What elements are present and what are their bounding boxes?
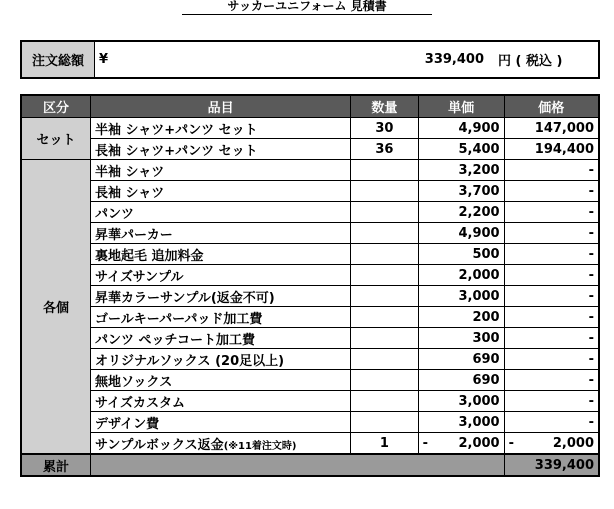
refund-price-value: 2,000	[552, 435, 594, 451]
item-price: -	[504, 202, 599, 223]
item-unit-price: 3,000	[418, 286, 504, 307]
item-unit-price: 2,000	[418, 265, 504, 286]
item-price: 147,000	[504, 118, 599, 139]
item-name: サイズサンプル	[90, 265, 350, 286]
item-unit-price	[418, 433, 504, 455]
item-price: -	[504, 265, 599, 286]
table-total-row	[21, 454, 599, 476]
item-name: 半袖 シャツ	[90, 160, 350, 181]
table-row	[21, 349, 599, 370]
item-price: -	[504, 391, 599, 412]
item-name: 半袖 シャツ+パンツ セット	[90, 118, 350, 139]
item-unit-price: 3,000	[418, 391, 504, 412]
item-unit-price: 5,400	[418, 139, 504, 160]
total-value: 339,400	[504, 454, 599, 476]
item-price: -	[504, 181, 599, 202]
item-unit-price: 500	[418, 244, 504, 265]
order-total-label: 注文総額	[21, 41, 95, 78]
table-row	[21, 370, 599, 391]
table-row	[21, 181, 599, 202]
item-price: -	[504, 412, 599, 433]
item-quantity	[351, 160, 418, 181]
table-row	[21, 160, 599, 181]
item-name: パンツ ペッチコート加工費	[90, 328, 350, 349]
item-quantity	[351, 412, 418, 433]
item-price: 194,400	[504, 139, 599, 160]
item-price: -	[504, 307, 599, 328]
negative-sign: -	[422, 435, 428, 451]
title-underline	[182, 14, 432, 15]
table-row	[21, 307, 599, 328]
order-total-box	[20, 40, 600, 79]
item-name: 長袖 シャツ+パンツ セット	[90, 139, 350, 160]
category-each: 各個	[21, 160, 90, 455]
item-quantity	[351, 244, 418, 265]
item-unit-price: 300	[418, 328, 504, 349]
item-unit-price: 3,200	[418, 160, 504, 181]
item-name: ゴールキーパーパッド加工費	[90, 307, 350, 328]
item-quantity	[351, 202, 418, 223]
item-quantity	[351, 391, 418, 412]
item-name: パンツ	[90, 202, 350, 223]
header-price: 価格	[504, 95, 599, 118]
estimate-table	[20, 94, 600, 477]
item-name: 無地ソックス	[90, 370, 350, 391]
table-row	[21, 265, 599, 286]
item-quantity: 36	[351, 139, 418, 160]
item-quantity	[351, 307, 418, 328]
item-quantity	[351, 349, 418, 370]
item-name: 昇華パーカー	[90, 223, 350, 244]
item-name: オリジナルソックス (20足以上)	[90, 349, 350, 370]
currency-symbol: ¥	[95, 41, 134, 78]
table-row	[21, 118, 599, 139]
table-row	[21, 412, 599, 433]
item-price: -	[504, 286, 599, 307]
item-name: サイズカスタム	[90, 391, 350, 412]
item-price: -	[504, 160, 599, 181]
item-unit-price: 200	[418, 307, 504, 328]
item-quantity	[351, 181, 418, 202]
page-title: サッカーユニフォーム 見積書	[227, 0, 387, 13]
item-quantity: 30	[351, 118, 418, 139]
table-header-row	[21, 95, 599, 118]
item-name: デザイン費	[90, 412, 350, 433]
item-name: 昇華カラーサンプル(返金不可)	[90, 286, 350, 307]
table-row	[21, 202, 599, 223]
item-quantity: 1	[351, 433, 418, 455]
item-quantity	[351, 286, 418, 307]
header-item: 品目	[90, 95, 350, 118]
order-total-value: 339,400	[133, 41, 488, 78]
total-label: 累計	[21, 454, 90, 476]
table-row	[21, 391, 599, 412]
item-quantity	[351, 328, 418, 349]
category-set: セット	[21, 118, 90, 160]
table-row	[21, 244, 599, 265]
item-unit-price: 4,900	[418, 118, 504, 139]
item-unit-price: 690	[418, 370, 504, 391]
item-quantity	[351, 265, 418, 286]
header-unit-price: 単価	[418, 95, 504, 118]
item-unit-price: 2,200	[418, 202, 504, 223]
table-row	[21, 223, 599, 244]
order-total-unit: 円 ( 税込 )	[488, 41, 599, 78]
item-price: -	[504, 370, 599, 391]
table-row	[21, 328, 599, 349]
item-price	[504, 433, 599, 455]
refund-item-label: サンプルボックス返金	[94, 437, 224, 453]
total-spacer	[90, 454, 504, 476]
item-unit-price: 690	[418, 349, 504, 370]
item-unit-price: 4,900	[418, 223, 504, 244]
item-quantity	[351, 223, 418, 244]
item-quantity	[351, 370, 418, 391]
refund-item-note: (※11着注文時)	[223, 440, 297, 452]
item-name: 裏地起毛 追加料金	[90, 244, 350, 265]
item-price: -	[504, 223, 599, 244]
table-row	[21, 286, 599, 307]
item-name	[90, 433, 350, 455]
item-price: -	[504, 349, 599, 370]
item-unit-price: 3,000	[418, 412, 504, 433]
table-row-refund	[21, 433, 599, 455]
item-price: -	[504, 328, 599, 349]
negative-sign: -	[508, 435, 515, 451]
item-price: -	[504, 244, 599, 265]
item-unit-price: 3,700	[418, 181, 504, 202]
header-category: 区分	[21, 95, 90, 118]
table-row	[21, 139, 599, 160]
item-name: 長袖 シャツ	[90, 181, 350, 202]
refund-unit-price-value: 2,000	[458, 435, 500, 451]
header-quantity: 数量	[351, 95, 418, 118]
